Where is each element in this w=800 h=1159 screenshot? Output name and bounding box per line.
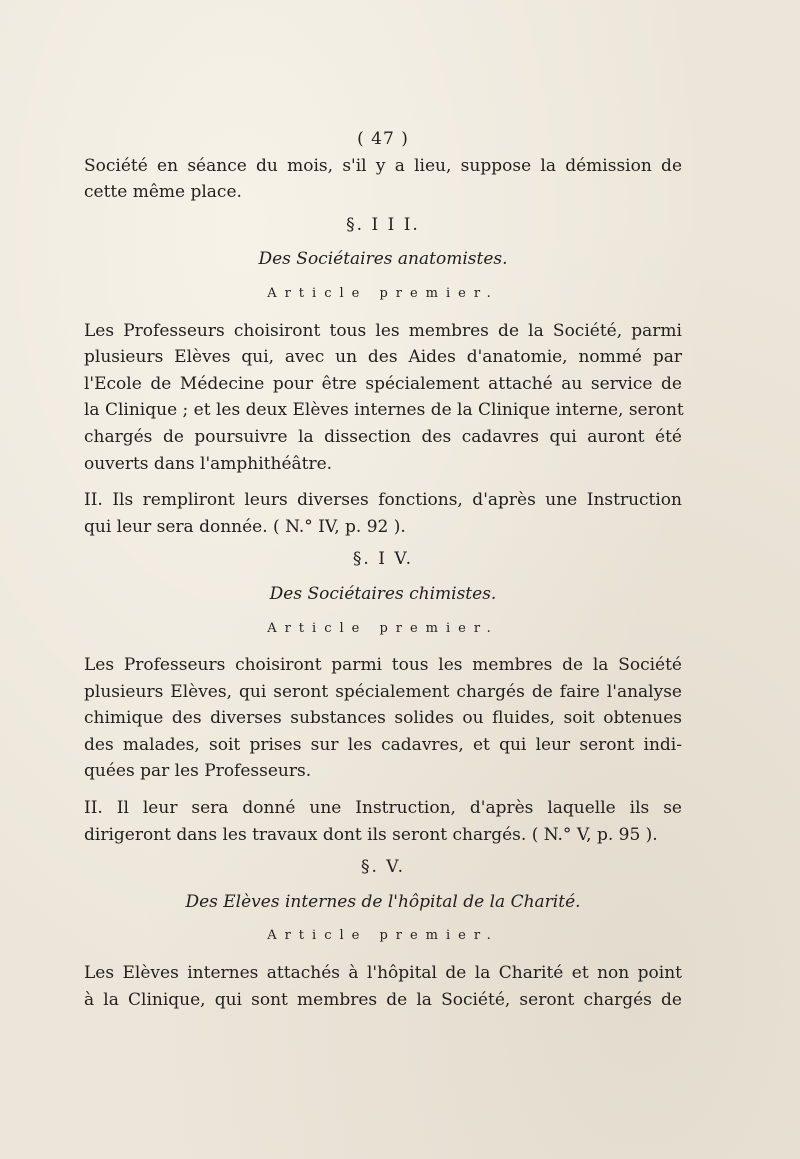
section-eleves-internes [84,854,682,1013]
article-heading: Article premier. [267,620,499,636]
text-line: cette même place. [84,182,242,203]
page-number: ( 47 ) [357,129,409,149]
text-line: ouverts dans l'amphithéâtre. [84,453,333,474]
text-line: la Clinique ; et les deux Elèves internes de la Clinique interne, seront [84,400,684,421]
text-line: plusieurs Elèves, qui seront spécialement chargés de faire l'analyse [84,681,682,702]
section-mark: §. I I I. [346,214,420,235]
paragraph [84,652,682,785]
paragraph [84,960,682,1013]
text-line: qui leur sera donnée. ( N.° IV, p. 92 ). [84,516,406,537]
paragraph [84,318,682,478]
text-line: à la Clinique, qui sont membres de la Société, seront chargés de [84,989,682,1010]
section-anatomistes [84,212,682,541]
text-line: II. Il leur sera donné une Instruction, d'après laquelle ils se [84,798,682,819]
paragraph [84,487,682,540]
text-line: Les Professeurs choisiront tous les membres de la Société, parmi [84,320,682,341]
text-line: Les Elèves internes attachés à l'hôpital de la Charité et non point [84,963,682,984]
text-line: quées par les Professeurs. [84,761,312,782]
section-title: Des Elèves internes de l'hôpital de la Charité. [185,891,581,912]
text-line: Les Professeurs choisiront parmi tous les membres de la Société [84,655,682,676]
text-line: des malades, soit prises sur les cadavres, et qui leur seront indi- [84,734,682,755]
section-title: Des Sociétaires anatomistes. [258,249,508,270]
text-line: chargés de poursuivre la dissection des cadavres qui auront été [84,426,682,447]
text-line: II. Ils rempliront leurs diverses fonctions, d'après une Instruction [84,490,682,511]
paragraph [84,795,682,848]
text-line: dirigeront dans les travaux dont ils seront chargés. ( N.° V, p. 95 ). [84,824,658,845]
text-line: plusieurs Elèves qui, avec un des Aides d'anatomie, nommé par [84,347,682,368]
section-chimistes [84,546,682,848]
text-line: l'Ecole de Médecine pour être spécialement attaché au service de [84,373,682,394]
article-heading: Article premier. [267,928,499,944]
section-title: Des Sociétaires chimistes. [269,583,497,604]
intro-paragraph [84,153,682,206]
section-mark: §. I V. [352,549,414,570]
article-heading: Article premier. [267,285,499,301]
page-text [84,126,682,1013]
text-line: chimique des diverses substances solides ou fluides, soit obtenues [84,708,682,729]
section-mark: §. V. [360,857,406,878]
text-line: Société en séance du mois, s'il y a lieu, suppose la démission de [84,155,682,176]
